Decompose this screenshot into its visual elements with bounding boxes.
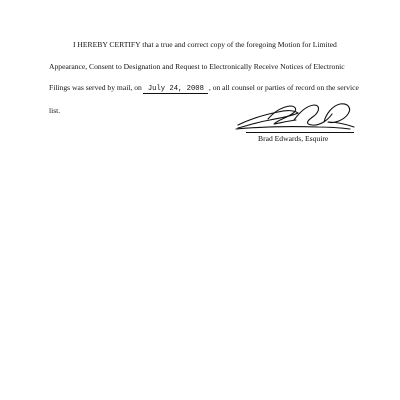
certificate-line-2: Appearance, Consent to Designation and Request to Electronically Receive Notices of Electronic [49,62,345,71]
service-text: Filings was served by mail, on [49,83,142,92]
service-text-continued: , on all counsel or parties of record on the service [208,83,359,92]
signature-line [246,132,354,133]
service-date: July 24, 2008 [143,85,208,94]
certificate-line-3 [49,83,359,94]
handwritten-signature [228,98,358,132]
certificate-line-4: list. [49,106,61,115]
certificate-line-1: I HEREBY CERTIFY that a true and correct copy of the foregoing Motion for Limited [73,40,337,49]
signer-name: Brad Edwards, Esquire [258,134,329,143]
